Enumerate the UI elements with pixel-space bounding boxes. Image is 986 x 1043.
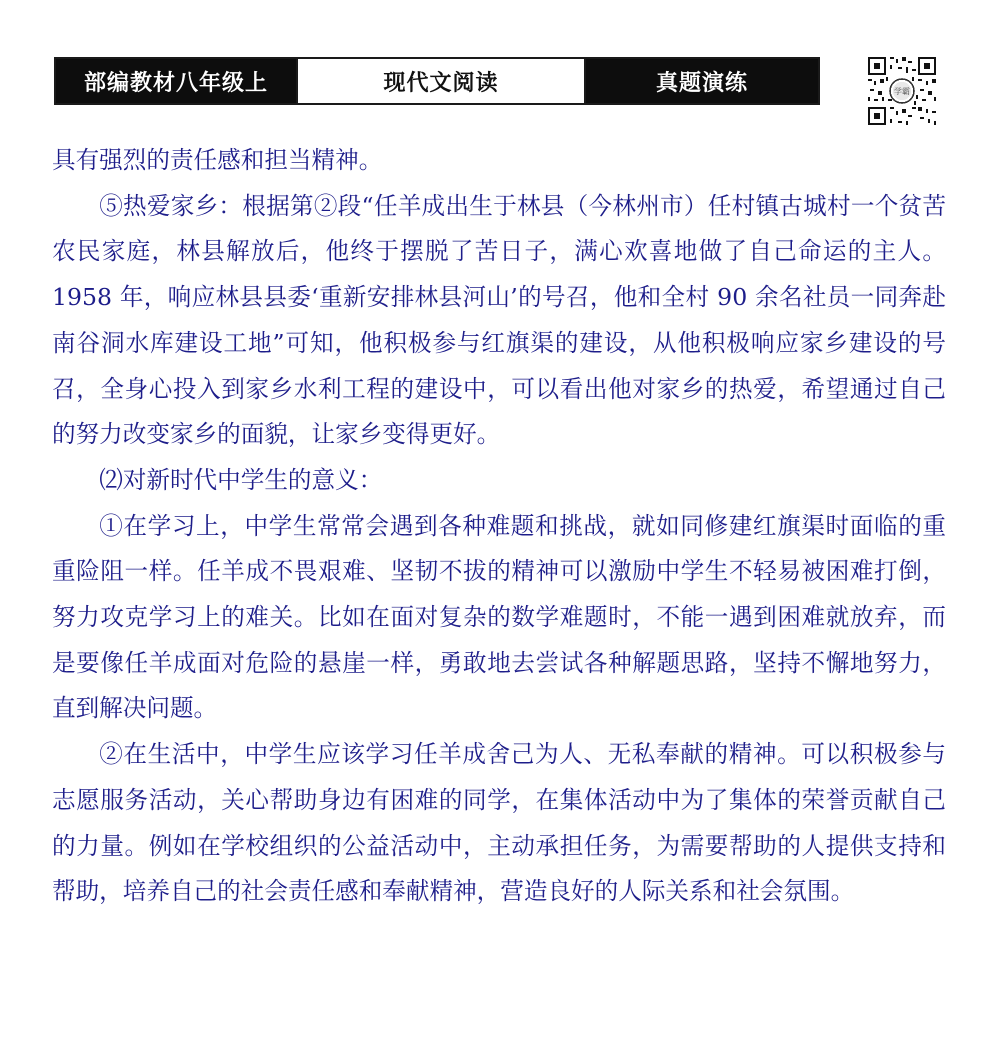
answer-body — [52, 138, 946, 915]
paragraph-love-hometown: ⑤热爱家乡：根据第②段“任羊成出生于林县（今林州市）任村镇古城村一个贫苦农民家庭，林县解放后，他终于摆脱了苦日子，满心欢喜地做了自己命运的主人。1958 年，响应林县县委‘重新安排林县河山’的号召，他和全村 90 余名社员一同奔赴南谷洞水库建设工地”可知，他积极参与红旗渠的建设，从他积极响应家乡建设的号召，全身心投入到家乡水利工程的建设中，可以看出他对家乡的热爱，希望通过自己的努力改变家乡的面貌，让家乡变得更好。 — [52, 191, 946, 449]
header-practice-label: 真题演练 — [586, 59, 818, 103]
paragraph-study: ①在学习上，中学生常常会遇到各种难题和挑战，就如同修建红旗渠时面临的重重险阻一样。任羊成不畏艰难、坚韧不拔的精神可以激励中学生不轻易被困难打倒，努力攻克学习上的难关。比如在面对复杂的数学难题时，不能一遇到困难就放弃，而是要像任羊成面对危险的悬崖一样，勇敢地去尝试各种解题思路，坚持不懈地努力，直到解决问题。 — [52, 511, 946, 723]
paragraph-continuation: 具有强烈的责任感和担当精神。 — [52, 146, 383, 174]
header-section-label: 现代文阅读 — [296, 59, 586, 103]
qr-code-icon — [866, 55, 938, 127]
paragraph-meaning-heading: ⑵对新时代中学生的意义： — [99, 465, 383, 494]
paragraph-life: ②在生活中，中学生应该学习任羊成舍己为人、无私奉献的精神。可以积极参与志愿服务活动，关心帮助身边有困难的同学，在集体活动中为了集体的荣誉贡献自己的力量。例如在学校组织的公益活动中，主动承担任务，为需要帮助的人提供支持和帮助，培养自己的社会责任感和奉献精神，营造良好的人际关系和社会氛围。 — [52, 740, 946, 906]
qr-center-logo: 学霸 — [894, 87, 910, 97]
header-textbook-label: 部编教材八年级上 — [56, 59, 296, 103]
header-bar — [54, 57, 820, 105]
